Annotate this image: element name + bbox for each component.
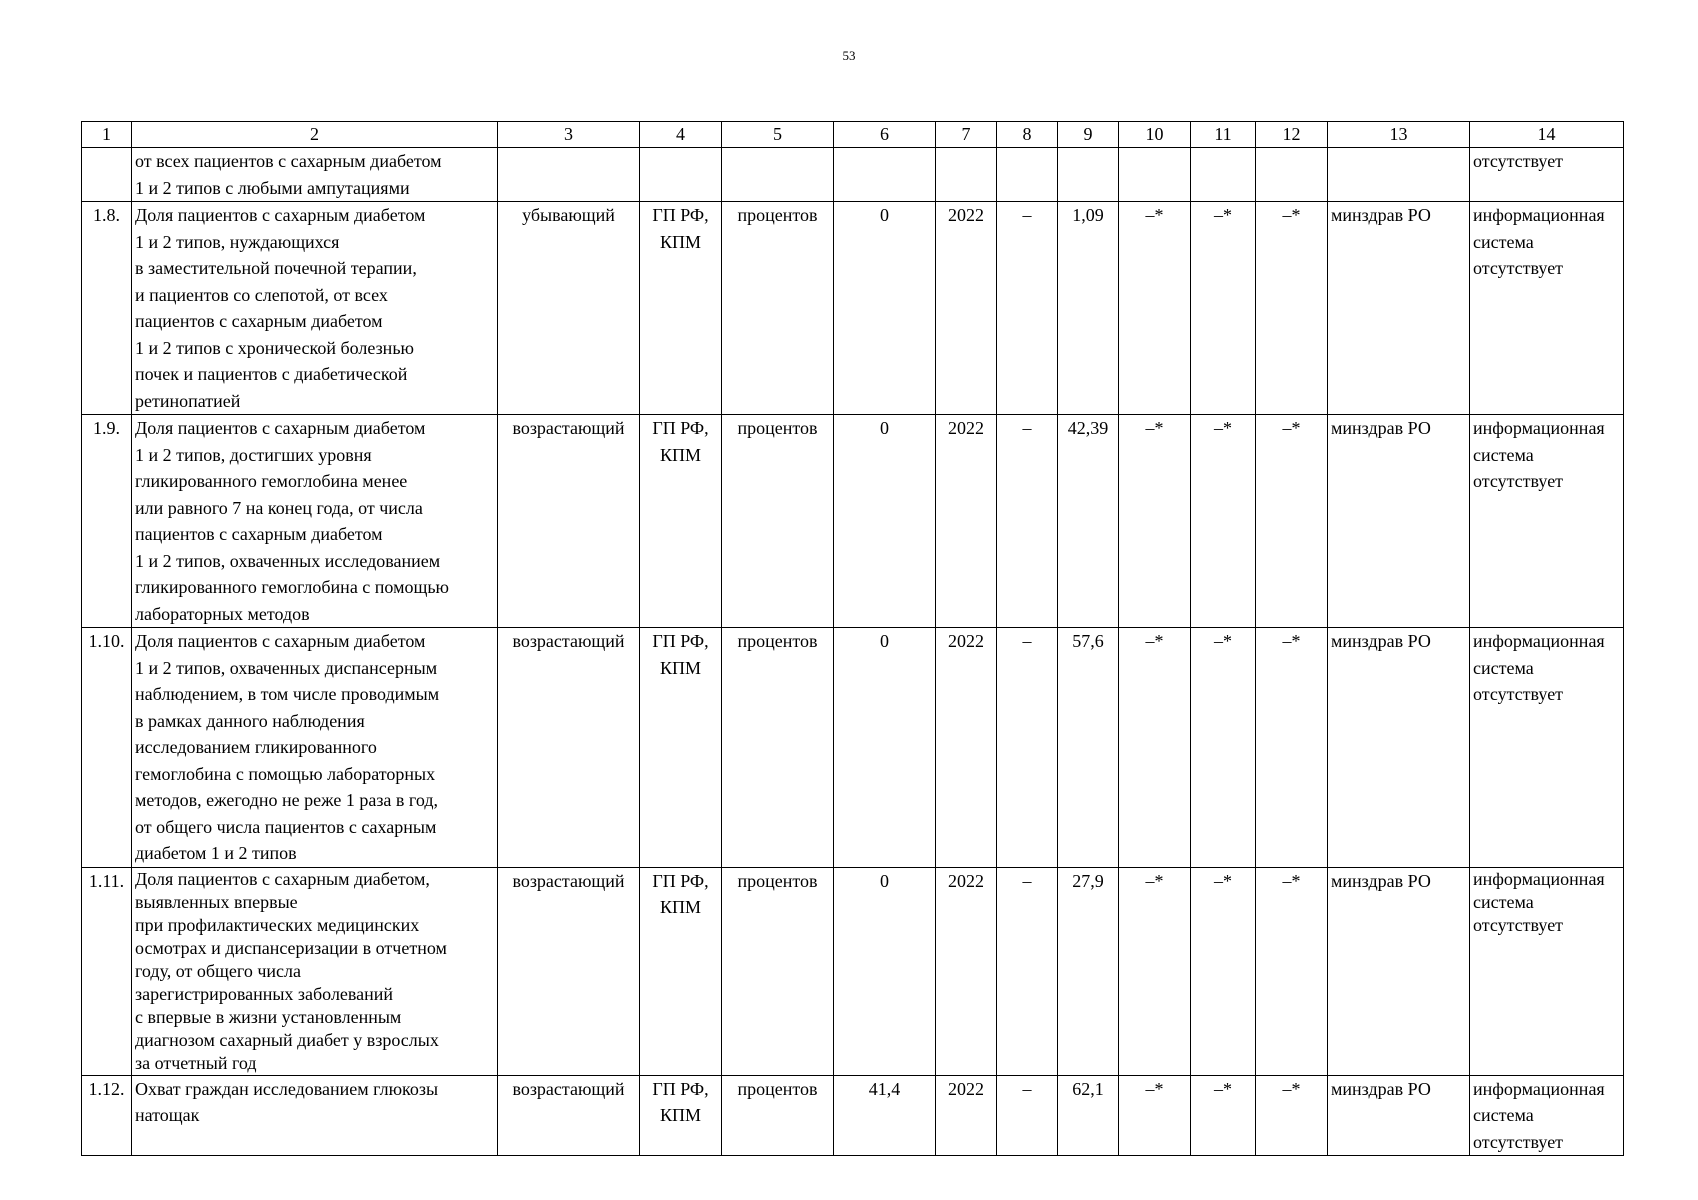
col8-cell [997,415,1058,628]
col10-value-cell-text: –* [1145,418,1164,438]
col12-value-cell [1256,202,1328,415]
unit-cell [722,415,834,628]
base-year-cell [936,415,997,628]
indicator-description-cell-text: Доля пациентов с сахарным диабетом 1 и 2 типов, нуждающихся в заместительной почечной терапии, и пациентов со слепотой, от всех пациентов с сахарным диабетом 1 и 2 типов с хронической болезнью почек и пациентов с диабетической ретинопатией [135,205,426,411]
indicator-description-cell [132,867,498,1075]
col9-value-cell-text: 1,09 [1072,205,1104,225]
col11-value-cell [1191,148,1256,202]
indicator-description-cell-text: Охват граждан исследованием глюкозы натощак [135,1078,439,1125]
header-cell: 6 [834,122,936,148]
header-cell: 1 [82,122,132,148]
base-value-cell-text: 0 [880,205,889,225]
responsible-cell-text: минздрав РО [1331,870,1431,891]
col9-value-cell-text: 27,9 [1072,870,1104,891]
col11-value-cell-text: –* [1214,205,1232,225]
data-source-cell-text: информационная система отсутствует [1473,1078,1605,1152]
direction-cell-text: возрастающий [512,418,625,438]
col9-value-cell-text: 62,1 [1072,1078,1104,1099]
base-value-cell-text: 0 [880,418,889,438]
unit-cell [722,1075,834,1156]
row-number-cell [82,628,132,868]
row-number-cell [82,415,132,628]
table-row [82,628,1624,868]
col8-cell-text: – [1022,631,1032,651]
program-cell [640,202,722,415]
base-value-cell [834,628,936,868]
base-year-cell [936,202,997,415]
header-cell: 9 [1058,122,1119,148]
col12-value-cell [1256,1075,1328,1156]
col11-value-cell [1191,628,1256,868]
unit-cell [722,202,834,415]
indicator-description-cell [132,628,498,868]
indicator-description-cell [132,415,498,628]
row-number-cell-text: 1.8. [93,205,120,225]
col8-cell-text: – [1022,205,1032,225]
col9-value-cell [1058,202,1119,415]
unit-cell-text: процентов [737,1078,818,1099]
indicator-description-cell [132,202,498,415]
col10-value-cell-text: –* [1145,870,1164,891]
col10-value-cell [1119,867,1191,1075]
row-number-cell-text: 1.11. [88,870,125,891]
unit-cell [722,628,834,868]
col11-value-cell-text: –* [1214,1078,1232,1099]
responsible-cell [1328,628,1470,868]
col12-value-cell-text: –* [1282,1078,1301,1099]
direction-cell [498,202,640,415]
base-year-cell [936,628,997,868]
data-source-cell-text: отсутствует [1473,151,1564,171]
col9-value-cell [1058,1075,1119,1156]
header-row [82,122,1624,148]
col10-value-cell [1119,1075,1191,1156]
header-cell: 10 [1119,122,1191,148]
col9-value-cell-text: 42,39 [1067,418,1109,438]
col11-value-cell [1191,1075,1256,1156]
responsible-cell-text: минздрав РО [1331,1078,1431,1099]
responsible-cell [1328,202,1470,415]
direction-cell-text: возрастающий [512,870,625,891]
responsible-cell-text: минздрав РО [1331,631,1431,651]
col8-cell-text: – [1022,870,1032,891]
base-value-cell [834,202,936,415]
col12-value-cell [1256,415,1328,628]
base-year-cell [936,1075,997,1156]
data-source-cell [1470,148,1624,202]
indicator-description-cell [132,1075,498,1156]
col8-cell [997,628,1058,868]
col9-value-cell [1058,148,1119,202]
row-number-cell [82,1075,132,1156]
col12-value-cell-text: –* [1282,631,1301,651]
col11-value-cell [1191,867,1256,1075]
col10-value-cell [1119,202,1191,415]
unit-cell-text: процентов [737,631,818,651]
base-year-cell-text: 2022 [948,870,984,891]
base-year-cell-text: 2022 [948,1078,984,1099]
base-year-cell [936,867,997,1075]
row-number-cell [82,202,132,415]
direction-cell [498,628,640,868]
unit-cell-text: процентов [737,870,818,891]
indicator-description-cell-text: от всех пациентов с сахарным диабетом 1 и 2 типов с любыми ампутациями [135,151,442,198]
header-cell: 14 [1470,122,1624,148]
base-value-cell-text: 0 [880,631,889,651]
table-row [82,202,1624,415]
page-number: 53 [842,48,856,63]
header-cell: 11 [1191,122,1256,148]
table-row [82,415,1624,628]
responsible-cell [1328,1075,1470,1156]
program-cell [640,1075,722,1156]
program-cell-text: ГП РФ, КПМ [652,418,709,465]
row-number-cell [82,867,132,1075]
col10-value-cell-text: –* [1145,205,1164,225]
base-value-cell [834,867,936,1075]
data-source-cell-text: информационная система отсутствует [1473,631,1605,704]
table-row [82,1075,1624,1156]
col8-cell-text: – [1022,1078,1032,1099]
direction-cell-text: убывающий [522,205,615,225]
indicator-description-cell [132,148,498,202]
header-cell: 13 [1328,122,1470,148]
responsible-cell [1328,148,1470,202]
program-cell-text: ГП РФ, КПМ [652,870,709,917]
col12-value-cell [1256,628,1328,868]
header-cell: 4 [640,122,722,148]
unit-cell-text: процентов [737,205,818,225]
col12-value-cell-text: –* [1282,205,1301,225]
col11-value-cell-text: –* [1214,870,1232,891]
header-cell: 2 [132,122,498,148]
row-number-cell-text: 1.10. [88,631,125,651]
header-cell: 3 [498,122,640,148]
header-cell: 5 [722,122,834,148]
indicator-description-cell-text: Доля пациентов с сахарным диабетом, выявленных впервые при профилактических медицинских осмотрах и диспансеризации в отчетном году, от общего числа зарегистрированных заболеваний с впервые в жизни установленным диагнозом сахарный диабет у взрослых за отчетный год [135,868,447,1073]
responsible-cell-text: минздрав РО [1331,418,1431,438]
program-cell [640,628,722,868]
program-cell-text: ГП РФ, КПМ [652,205,709,252]
direction-cell [498,415,640,628]
col8-cell [997,1075,1058,1156]
row-number-cell-text: 1.9. [93,418,120,438]
data-source-cell [1470,202,1624,415]
program-cell-text: ГП РФ, КПМ [652,1078,709,1125]
data-source-cell-text: информационная система отсутствует [1473,205,1605,278]
responsible-cell-text: минздрав РО [1331,205,1431,225]
col12-value-cell [1256,148,1328,202]
row-number-cell-text: 1.12. [88,1078,125,1099]
col9-value-cell [1058,867,1119,1075]
base-value-cell-text: 0 [880,870,889,891]
responsible-cell [1328,867,1470,1075]
data-source-cell-text: информационная система отсутствует [1473,868,1605,935]
data-source-cell-text: информационная система отсутствует [1473,418,1605,491]
col8-cell [997,867,1058,1075]
direction-cell-text: возрастающий [512,631,625,651]
col10-value-cell-text: –* [1145,1078,1164,1099]
table-row [82,148,1624,202]
header-cell: 7 [936,122,997,148]
program-cell [640,415,722,628]
col8-cell-text: – [1022,418,1032,438]
col9-value-cell-text: 57,6 [1072,631,1104,651]
col10-value-cell-text: –* [1145,631,1164,651]
col12-value-cell-text: –* [1282,870,1301,891]
col9-value-cell [1058,628,1119,868]
base-year-cell [936,148,997,202]
direction-cell-text: возрастающий [512,1078,625,1099]
data-source-cell [1470,867,1624,1075]
unit-cell-text: процентов [737,418,818,438]
base-year-cell-text: 2022 [948,631,984,651]
unit-cell [722,867,834,1075]
col11-value-cell-text: –* [1214,631,1232,651]
base-year-cell-text: 2022 [948,418,984,438]
data-source-cell [1470,1075,1624,1156]
col12-value-cell [1256,867,1328,1075]
col10-value-cell [1119,628,1191,868]
col8-cell [997,148,1058,202]
base-value-cell [834,1075,936,1156]
col10-value-cell [1119,148,1191,202]
header-cell: 8 [997,122,1058,148]
base-year-cell-text: 2022 [948,205,984,225]
col10-value-cell [1119,415,1191,628]
base-value-cell [834,415,936,628]
col11-value-cell [1191,202,1256,415]
base-value-cell-text: 41,4 [868,1078,901,1099]
col8-cell [997,202,1058,415]
col11-value-cell-text: –* [1214,418,1232,438]
header-cell: 12 [1256,122,1328,148]
indicator-description-cell-text: Доля пациентов с сахарным диабетом 1 и 2 типов, охваченных диспансерным наблюдением, в том числе проводимым в рамках данного наблюдения исследованием гликированного гемоглобина с помощью лабораторных методов, ежегодно не реже 1 раза в год, от общего числа пациентов с сахарным диабетом 1 и 2 типов [135,631,440,863]
program-cell-text: ГП РФ, КПМ [652,631,709,678]
direction-cell [498,1075,640,1156]
data-source-cell [1470,415,1624,628]
col12-value-cell-text: –* [1282,418,1301,438]
indicators-table [81,121,1624,1156]
data-source-cell [1470,628,1624,868]
table-row [82,867,1624,1075]
responsible-cell [1328,415,1470,628]
col9-value-cell [1058,415,1119,628]
base-value-cell [834,148,936,202]
indicator-description-cell-text: Доля пациентов с сахарным диабетом 1 и 2 типов, достигших уровня гликированного гемоглобина менее или равного 7 на конец года, от числа пациентов с сахарным диабетом 1 и 2 типов, охваченных исследованием гликированного гемоглобина с помощью лабораторных методов [135,418,449,624]
program-cell [640,867,722,1075]
table-body [82,122,1624,1156]
direction-cell [498,867,640,1075]
unit-cell [722,148,834,202]
direction-cell [498,148,640,202]
row-number-cell [82,148,132,202]
program-cell [640,148,722,202]
col11-value-cell [1191,415,1256,628]
